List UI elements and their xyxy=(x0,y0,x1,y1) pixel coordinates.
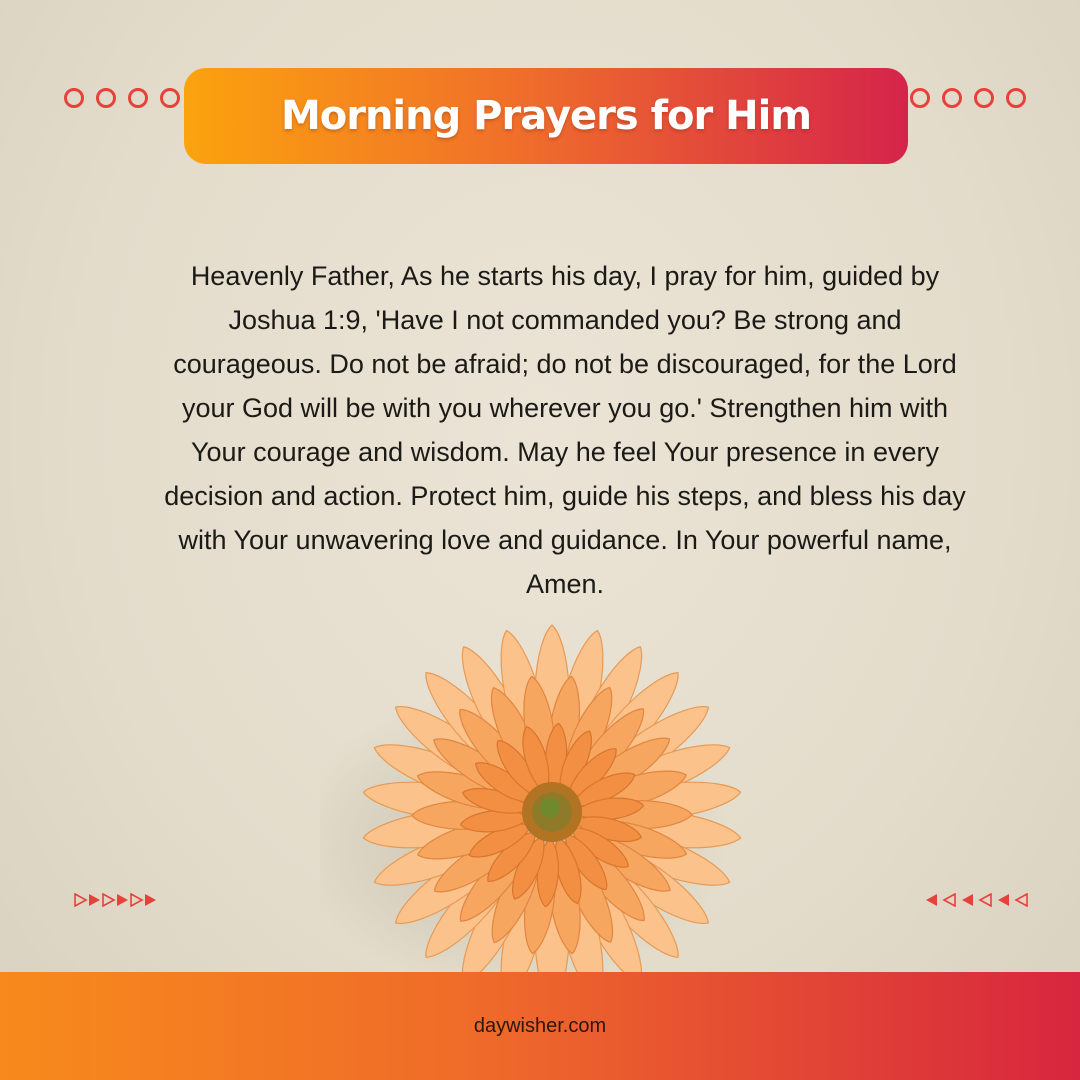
circle-ring-icon xyxy=(128,88,148,108)
footer-banner xyxy=(0,972,1080,1080)
circle-ring-icon xyxy=(910,88,930,108)
circle-decoration-right xyxy=(910,88,1026,108)
circle-ring-icon xyxy=(942,88,962,108)
header-banner xyxy=(184,68,908,164)
circle-ring-icon xyxy=(1006,88,1026,108)
prayer-text: Heavenly Father, As he starts his day, I pray for him, guided by Joshua 1:9, 'Have I not commanded you? Be strong and courageous. Do not be afraid; do not be discouraged, for the Lord your God will be with you wherever you go.' Strengthen him with Your courage and wisdom. May he feel Your presence in every decision and action. Protect him, guide his steps, and bless his day with Your unwavering love and guidance. In Your powerful name, Amen. xyxy=(164,261,966,599)
page-title: Morning Prayers for Him xyxy=(280,93,812,139)
arrow-decoration-left xyxy=(74,893,158,907)
triangle-arrow-icon xyxy=(925,893,1029,907)
site-link[interactable]: daywisher.com xyxy=(473,1014,607,1037)
circle-decoration-left xyxy=(64,88,180,108)
circle-ring-icon xyxy=(160,88,180,108)
arrow-decoration-right xyxy=(925,893,1029,907)
circle-ring-icon xyxy=(974,88,994,108)
triangle-arrow-icon xyxy=(74,893,158,907)
circle-ring-icon xyxy=(64,88,84,108)
orange-dahlia-flower xyxy=(320,600,800,990)
circle-ring-icon xyxy=(96,88,116,108)
